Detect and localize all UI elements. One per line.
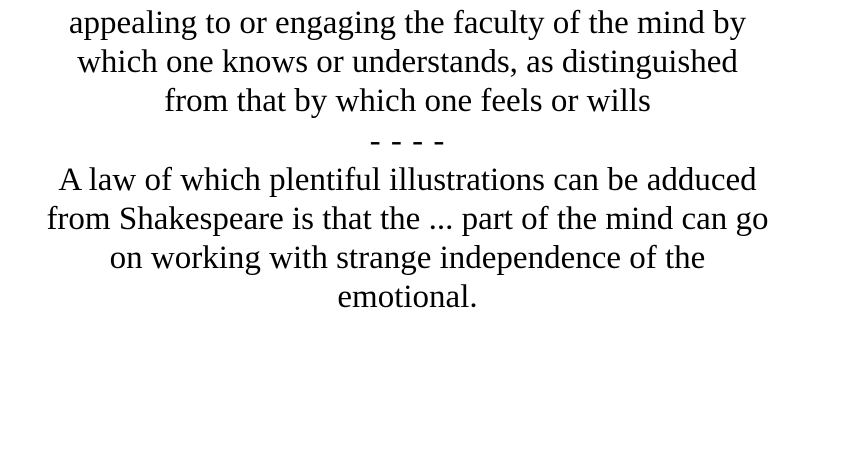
example-sentence bbox=[0, 161, 815, 317]
definition-line: appealing to or engaging the faculty of the mind by bbox=[68, 5, 747, 41]
example-line: emotional. bbox=[337, 279, 478, 315]
definition-line: which one knows or understands, as distinguished bbox=[77, 44, 738, 80]
example-line: from Shakespeare is that the ... part of the mind can go bbox=[46, 201, 769, 237]
separator: - - - - bbox=[369, 123, 446, 159]
definition-text bbox=[0, 4, 815, 121]
definition-line: from that by which one feels or wills bbox=[164, 83, 651, 119]
example-line: on working with strange independence of the bbox=[109, 240, 706, 276]
example-line: A law of which plentiful illustrations can be adduced bbox=[58, 162, 757, 198]
